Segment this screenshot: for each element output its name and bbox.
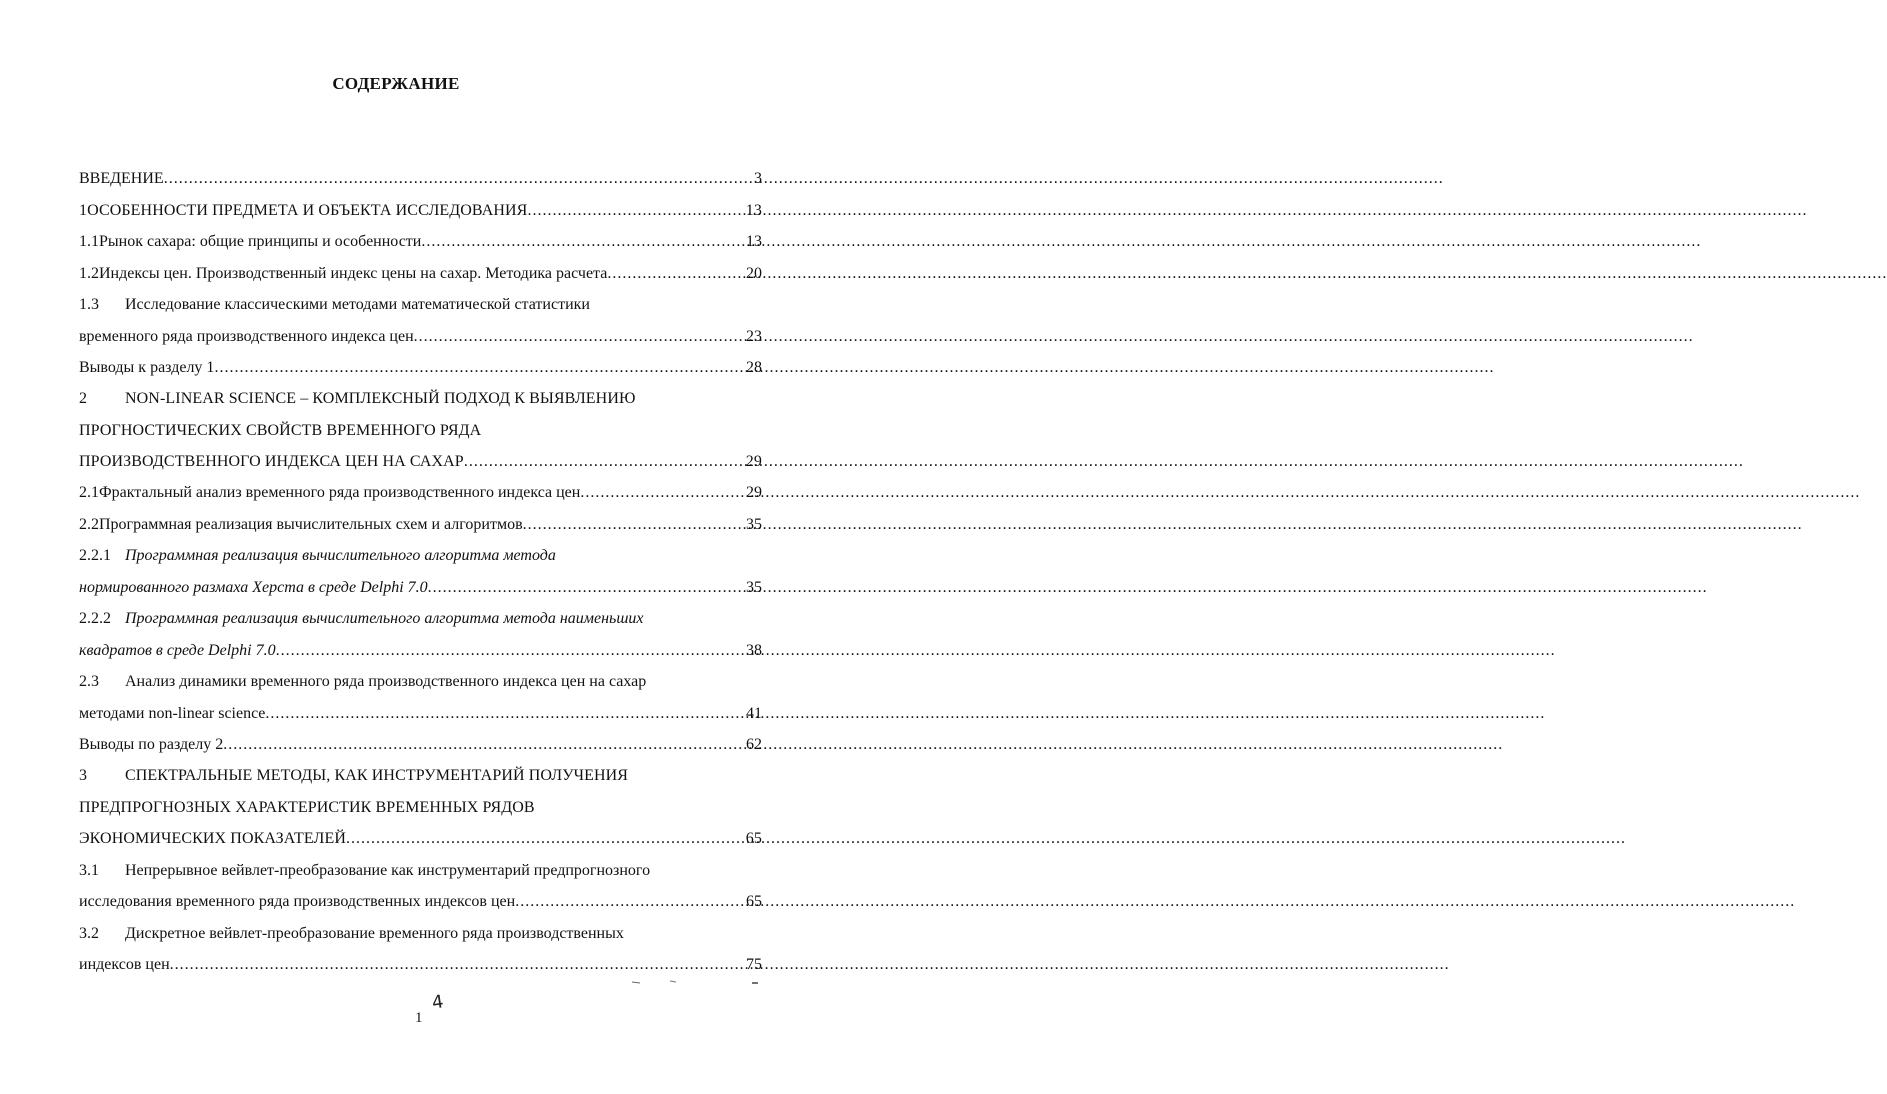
toc-page-number: 29 xyxy=(746,484,762,501)
toc-leader-dots xyxy=(414,326,746,348)
toc-number: 2.3 xyxy=(79,673,99,690)
toc-entry-3-2-continued[interactable] xyxy=(79,954,762,976)
toc-leader-dots xyxy=(421,231,746,253)
toc-text: Программная реализация вычислительного алгоритма метода xyxy=(125,547,556,564)
toc-page-number: 23 xyxy=(746,328,762,345)
toc-page-number: 41 xyxy=(746,705,762,722)
toc-text: Выводы к разделу 1 xyxy=(79,359,215,376)
toc-text: квадратов в среде Delphi 7.0 xyxy=(79,642,276,659)
toc-number: 2.2 xyxy=(79,516,99,533)
toc-page-number: 13 xyxy=(745,202,762,219)
toc-entry-2-1[interactable] xyxy=(79,482,762,504)
page-title: СОДЕРЖАНИЕ xyxy=(332,74,460,93)
toc-text: Анализ динамики временного ряда производственного индекса цен на сахар xyxy=(125,673,647,690)
toc-number: 2.2.1 xyxy=(79,547,111,564)
toc-entry-2-2[interactable] xyxy=(79,514,762,536)
toc-text: ПРЕДПРОГНОЗНЫХ ХАРАКТЕРИСТИК ВРЕМЕННЫХ РЯДОВ xyxy=(79,799,535,816)
toc-entry-1-2[interactable] xyxy=(79,263,762,285)
toc-text: Программная реализация вычислительного алгоритма метода наименьших xyxy=(125,610,644,627)
toc-page-number: 65 xyxy=(746,893,762,910)
toc-entry-section-3-continued xyxy=(79,797,762,819)
scan-artifact-marks xyxy=(630,978,760,986)
toc-page-number: 29 xyxy=(745,453,762,470)
toc-text: Выводы по разделу 2 xyxy=(79,736,224,753)
toc-entry-3-1[interactable] xyxy=(79,860,762,882)
toc-leader-dots xyxy=(464,451,746,473)
toc-text: NON-LINEAR SCIENCE – КОМПЛЕКСНЫЙ ПОДХОД К ВЫЯВЛЕНИЮ xyxy=(125,390,636,407)
toc-entry-2-2-1-continued[interactable] xyxy=(79,577,762,599)
toc-leader-dots xyxy=(428,577,746,599)
toc-leader-dots xyxy=(164,168,754,190)
toc-entry-2-3-continued[interactable] xyxy=(79,703,762,725)
toc-entry-section-1[interactable] xyxy=(79,200,762,222)
toc-entry-2-2-2[interactable] xyxy=(79,608,762,630)
toc-number: 3.2 xyxy=(79,925,99,942)
toc-page-number: 38 xyxy=(746,642,762,659)
toc-number: 1.2 xyxy=(79,265,99,282)
toc-entry-conclusions-2[interactable] xyxy=(79,734,762,756)
toc-page-number: 13 xyxy=(746,233,762,250)
toc-text: ОСОБЕННОСТИ ПРЕДМЕТА И ОБЪЕКТА ИССЛЕДОВАНИЯ xyxy=(87,202,528,219)
toc-entry-2-2-2-continued[interactable] xyxy=(79,640,762,662)
toc-number: 1.1 xyxy=(79,233,99,250)
toc-text: ПРОИЗВОДСТВЕННОГО ИНДЕКСА ЦЕН НА САХАР xyxy=(79,453,464,470)
toc-leader-dots xyxy=(527,200,745,222)
toc-page-number: 75 xyxy=(746,956,762,973)
toc-leader-dots xyxy=(346,828,746,850)
toc-entry-section-3-continued[interactable] xyxy=(79,828,762,850)
toc-entry-2-2-1[interactable] xyxy=(79,545,762,567)
toc-text: методами non-linear science xyxy=(79,705,266,722)
toc-text: временного ряда производственного индекса цен xyxy=(79,328,414,345)
toc-number: 1 xyxy=(79,202,88,219)
toc-leader-dots xyxy=(276,640,746,662)
toc-page-number: 65 xyxy=(745,830,762,847)
toc-text: СПЕКТРАЛЬНЫЕ МЕТОДЫ, КАК ИНСТРУМЕНТАРИЙ ПОЛУЧЕНИЯ xyxy=(125,767,629,784)
toc-page-number: 35 xyxy=(746,579,762,596)
toc-entry-section-2-continued xyxy=(79,420,762,442)
toc-leader-dots xyxy=(265,703,746,725)
toc-text: индексов цен xyxy=(79,956,170,973)
toc-leader-dots xyxy=(170,954,746,976)
toc-page-number: 28 xyxy=(746,359,762,376)
toc-text: ЭКОНОМИЧЕСКИХ ПОКАЗАТЕЛЕЙ xyxy=(79,830,347,847)
toc-text: Непрерывное вейвлет-преобразование как инструментарий предпрогнозного xyxy=(125,862,651,879)
toc-leader-dots xyxy=(523,514,746,536)
toc-entry-2-3[interactable] xyxy=(79,671,762,693)
toc-text: Рынок сахара: общие принципы и особенности xyxy=(99,233,422,250)
toc-text: исследования временного ряда производственных индексов цен xyxy=(79,893,516,910)
toc-leader-dots xyxy=(515,891,746,913)
toc-page-number: 3 xyxy=(754,170,762,187)
toc-page-number: 62 xyxy=(746,736,762,753)
toc-number: 2.1 xyxy=(79,484,99,501)
toc-entry-section-2[interactable] xyxy=(79,388,762,410)
toc-number: 2.2.2 xyxy=(79,610,111,627)
toc-text: ВВЕДЕНИЕ xyxy=(79,170,164,187)
toc-entry-1-3-continued[interactable] xyxy=(79,326,762,348)
handwritten-page-mark: 4 xyxy=(430,991,445,1014)
toc-entry-section-3[interactable] xyxy=(79,765,762,787)
toc-entry-3-2[interactable] xyxy=(79,923,762,945)
toc-entry-conclusions-1[interactable] xyxy=(79,357,762,379)
toc-text: Программная реализация вычислительных схем и алгоритмов xyxy=(99,516,523,533)
toc-text: Дискретное вейвлет-преобразование временного ряда производственных xyxy=(125,925,624,942)
toc-entry-1-3[interactable] xyxy=(79,294,762,316)
toc-leader-dots xyxy=(580,482,746,504)
toc-text: Исследование классическими методами математической статистики xyxy=(125,296,590,313)
toc-text: Фрактальный анализ временного ряда производственного индекса цен xyxy=(99,484,581,501)
toc-text: Индексы цен. Производственный индекс цены на сахар. Методика расчета xyxy=(99,265,608,282)
toc-number: 3 xyxy=(79,767,88,784)
toc-leader-dots xyxy=(607,263,746,285)
toc-entry-introduction[interactable] xyxy=(79,168,762,190)
toc-entry-1-1[interactable] xyxy=(79,231,762,253)
toc-number: 3.1 xyxy=(79,862,99,879)
toc-text: ПРОГНОСТИЧЕСКИХ СВОЙСТВ ВРЕМЕННОГО РЯДА xyxy=(79,422,482,439)
toc-entry-3-1-continued[interactable] xyxy=(79,891,762,913)
toc-entry-section-2-continued[interactable] xyxy=(79,451,762,473)
page-number: 1 xyxy=(415,1010,423,1026)
toc-text: нормированного размаха Херста в среде Delphi 7.0 xyxy=(79,579,428,596)
toc-page-number: 20 xyxy=(746,265,762,282)
toc-number: 2 xyxy=(79,390,88,407)
toc-number: 1.3 xyxy=(79,296,99,313)
toc-leader-dots xyxy=(214,357,746,379)
toc-page-number: 35 xyxy=(746,516,762,533)
toc-leader-dots xyxy=(223,734,746,756)
